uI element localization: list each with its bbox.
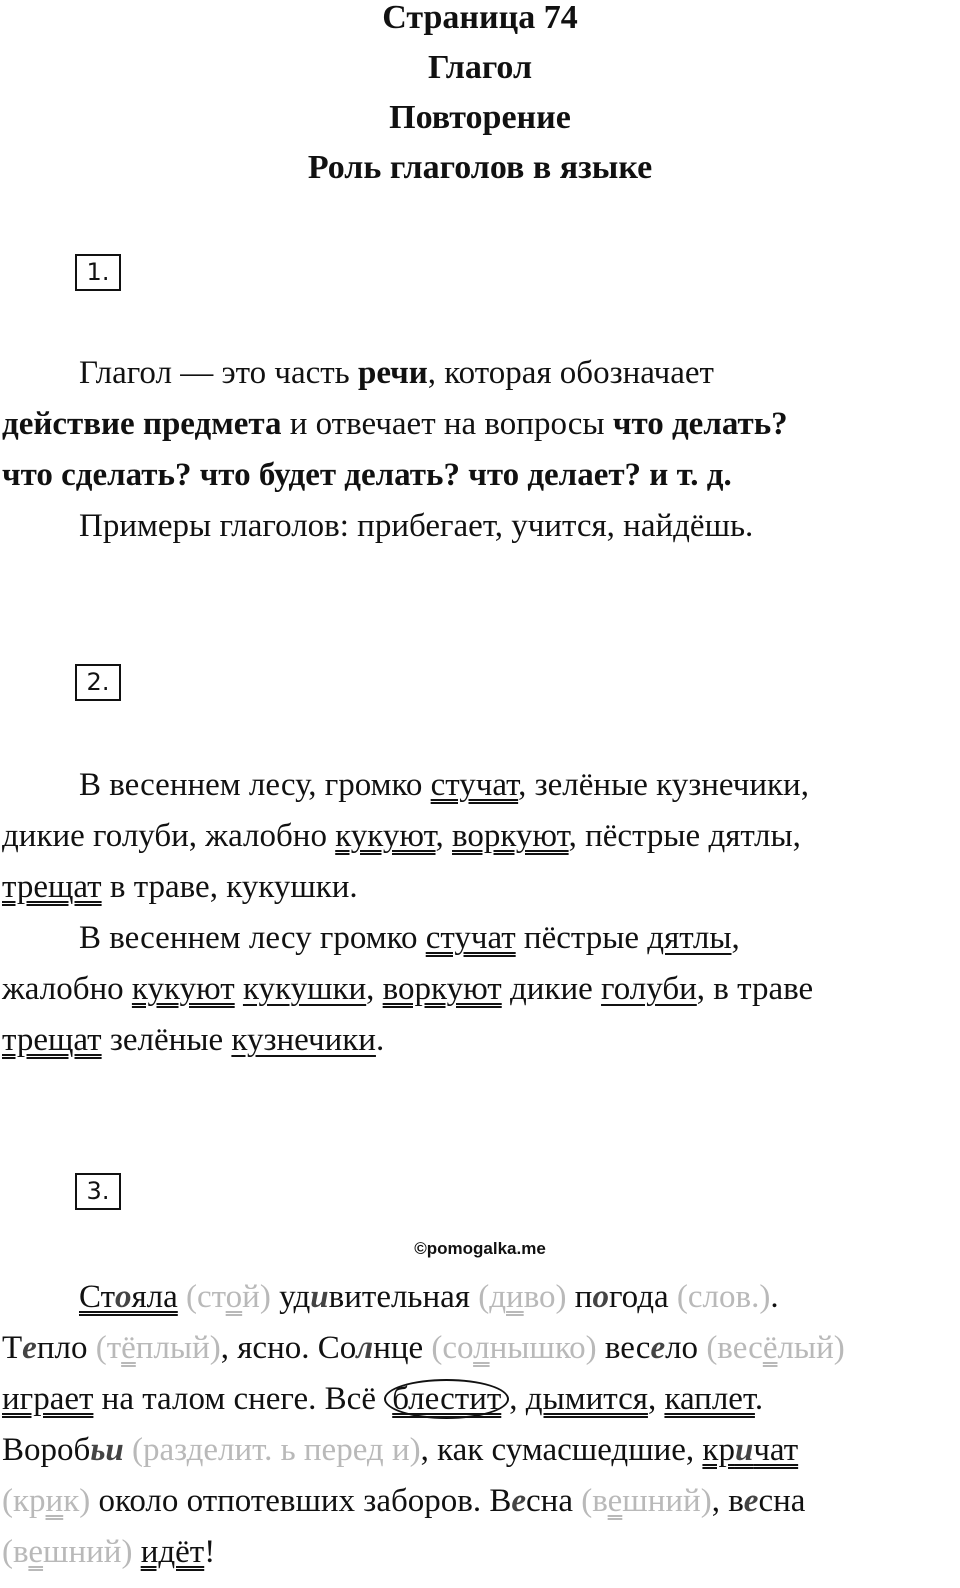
text: чат — [753, 1432, 799, 1468]
text: Примеры глаголов: прибегает, учится, найдёшь. — [79, 508, 754, 544]
vowel: о — [225, 1279, 243, 1315]
text: . — [754, 1381, 764, 1417]
exercise-number-1: 1. — [75, 254, 121, 291]
check-word — [96, 1330, 221, 1366]
text: лый) — [777, 1330, 845, 1366]
predicate: идёт — [140, 1534, 205, 1570]
predicate: воркуют — [382, 971, 502, 1007]
predicate: кукуют — [335, 818, 436, 854]
vowel: и — [734, 1432, 754, 1468]
consonant: л — [473, 1330, 490, 1366]
predicate: воркуют — [452, 818, 569, 854]
text: , — [509, 1381, 526, 1417]
text: пёстрые — [515, 920, 648, 956]
text: , — [731, 920, 740, 956]
ex3-line — [2, 1323, 958, 1374]
predicate: трещат — [2, 1022, 102, 1058]
check-word — [581, 1483, 711, 1519]
ex2-line — [2, 811, 958, 862]
subject: дятлы — [647, 920, 732, 956]
check-word — [2, 1483, 90, 1519]
exercise-1-text — [2, 348, 958, 552]
text: (вес — [706, 1330, 763, 1366]
bold-term: что делать? — [612, 406, 788, 442]
text: уд — [270, 1279, 311, 1315]
bold-term: действие предмета — [2, 406, 282, 442]
vowel: и — [45, 1483, 64, 1519]
text: ! — [204, 1534, 216, 1570]
bold-term: речи — [357, 355, 428, 391]
text: дикие голуби, жалобно — [2, 818, 336, 854]
vowel: ё — [121, 1330, 136, 1366]
ex3-line — [2, 1476, 958, 1527]
ex1-line — [2, 399, 958, 450]
text: . — [375, 1022, 385, 1058]
ex3-line — [2, 1425, 958, 1476]
text: (т — [95, 1330, 122, 1366]
text: й) — [242, 1279, 271, 1315]
bold-term: что сделать? что будет делать? что делает? и т. д. — [2, 457, 732, 493]
vowel: ё — [762, 1330, 778, 1366]
section-title: Повторение — [389, 99, 571, 136]
text: пло — [36, 1330, 96, 1366]
ex1-line — [2, 450, 958, 501]
text: , как сумасшедшие, — [420, 1432, 703, 1468]
ex3-line — [2, 1272, 958, 1323]
text: шний) — [622, 1483, 712, 1519]
text: кр — [702, 1432, 735, 1468]
text: вес — [596, 1330, 651, 1366]
text — [124, 1432, 132, 1468]
exercise-3-text — [2, 1272, 958, 1578]
text: , — [366, 971, 383, 1007]
text: , — [647, 1381, 665, 1417]
text: (кр — [2, 1483, 46, 1519]
text: Т — [2, 1330, 23, 1366]
exercise-number-3: 3. — [75, 1173, 121, 1210]
text: и отвечает на вопросы — [281, 406, 613, 442]
predicate: стучат — [430, 767, 519, 803]
vowel: е — [743, 1483, 759, 1519]
text: (д — [478, 1279, 507, 1315]
vowel: е — [607, 1483, 623, 1519]
text: вительная — [328, 1279, 479, 1315]
vowel: и — [506, 1279, 524, 1315]
ex2-line — [2, 1015, 958, 1066]
exercise-2-text — [2, 760, 958, 1066]
text: к) — [63, 1483, 91, 1519]
text: жалобно — [2, 971, 132, 1007]
text: В весеннем лесу, громко — [79, 767, 431, 803]
ending: ьи — [90, 1432, 124, 1468]
text: Вороб — [2, 1432, 91, 1468]
text: плый) — [135, 1330, 221, 1366]
text: около отпотевших заборов. В — [90, 1483, 512, 1519]
text: яла — [131, 1279, 178, 1315]
check-word: (разделит. ь перед и) — [132, 1432, 421, 1468]
vowel: е — [650, 1330, 666, 1366]
predicate — [79, 1279, 178, 1315]
text: (со — [431, 1330, 474, 1366]
text: , ясно. Со — [220, 1330, 357, 1366]
exercise-number-2: 2. — [75, 664, 121, 701]
text: года — [608, 1279, 677, 1315]
text: во) — [523, 1279, 567, 1315]
lesson-subtitle: Роль глаголов в языке — [307, 149, 653, 186]
check-word — [431, 1330, 596, 1366]
text: , зелёные кузнечики, — [518, 767, 809, 803]
text: нышко) — [489, 1330, 597, 1366]
watermark: ©pomogalka.me — [414, 1239, 546, 1258]
text: ло — [665, 1330, 707, 1366]
text: . — [770, 1279, 779, 1315]
text: , которая обозначает — [427, 355, 714, 391]
circled-predicate: блестит — [384, 1379, 509, 1419]
text: сна — [758, 1483, 806, 1519]
vowel: е — [22, 1330, 37, 1366]
ex2-line — [2, 913, 958, 964]
predicate: кукуют — [131, 971, 235, 1007]
vowel: и — [310, 1279, 329, 1315]
ex3-line — [2, 1527, 958, 1578]
predicate: дымится — [525, 1381, 648, 1417]
ex2-line — [2, 862, 958, 913]
ex2-line — [2, 760, 958, 811]
subject: голуби — [601, 971, 697, 1007]
check-word — [706, 1330, 844, 1366]
topic-title: Глагол — [427, 49, 533, 86]
text — [132, 1534, 140, 1570]
text: нце — [373, 1330, 432, 1366]
ex2-line — [2, 964, 958, 1015]
predicate — [702, 1432, 798, 1468]
text: (в — [581, 1483, 608, 1519]
ex1-line — [2, 501, 958, 552]
text: сна — [526, 1483, 582, 1519]
text: В весеннем лесу громко — [79, 920, 426, 956]
ex1-line — [2, 348, 958, 399]
text: , пёстрые дятлы, — [568, 818, 801, 854]
vowel: о — [592, 1279, 609, 1315]
text: , в — [711, 1483, 744, 1519]
text: дикие — [501, 971, 602, 1007]
text: (в — [2, 1534, 29, 1570]
text: на талом снеге. Всё — [93, 1381, 385, 1417]
check-word: (слов.) — [676, 1279, 771, 1315]
text — [178, 1279, 186, 1315]
predicate: стучат — [425, 920, 516, 956]
text: в траве, кукушки. — [101, 869, 358, 905]
vowel: е — [511, 1483, 527, 1519]
page-number-title: Страница 74 — [382, 0, 578, 36]
text: зелёные — [101, 1022, 232, 1058]
ex3-line — [2, 1374, 958, 1425]
text: , — [435, 818, 453, 854]
text: (ст — [186, 1279, 226, 1315]
consonant: л — [356, 1330, 374, 1366]
text: п — [566, 1279, 593, 1315]
predicate: трещат — [2, 869, 102, 905]
text — [235, 971, 243, 1007]
text: шний) — [43, 1534, 133, 1570]
text: , в траве — [696, 971, 814, 1007]
page-header — [0, 0, 960, 193]
subject: кузнечики — [231, 1022, 376, 1058]
predicate: каплет — [664, 1381, 755, 1417]
vowel: о — [115, 1279, 132, 1315]
text: Глагол — это часть — [79, 355, 358, 391]
check-word — [478, 1279, 566, 1315]
predicate: играет — [2, 1381, 94, 1417]
check-word — [186, 1279, 271, 1315]
check-word — [2, 1534, 132, 1570]
text: Ст — [79, 1279, 115, 1315]
vowel: е — [28, 1534, 44, 1570]
subject: кукушки — [242, 971, 367, 1007]
